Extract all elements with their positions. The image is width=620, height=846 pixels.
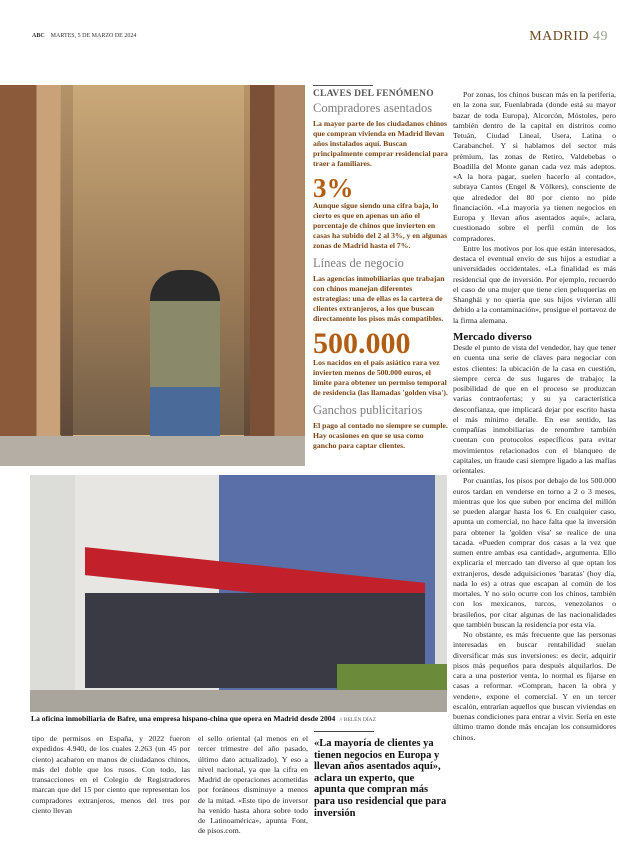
page-number: 49 xyxy=(593,29,608,44)
caption-text: La oficina inmobiliaria de Bafre, una empresa hispano-china que opera en Madrid desde 2004 xyxy=(31,714,336,723)
paragraph: No obstante, es más frecuente que las personas interesadas en buscar rentabilidad suelan diversificar más sus inversiones: es decir, adquirir pisos más pequeños para después alquilarlos. De cara a una posterior venta, lo normal es fijarse en casas a reformar. «Compran, hacen la obra y venden», expone el comercial. Y en un tercer escalón, entrarían aquellos que buscan viviendas en buenas condiciones para entrar a vivir. Sería en este último tramo donde más encajan los consumidores chinos. xyxy=(453,630,616,742)
photo-credit: // BELÉN DÍAZ xyxy=(339,717,377,723)
sidebar-kicker: CLAVES DEL FENÓMENO xyxy=(313,89,434,99)
sidebar-figure: 500.000 xyxy=(313,327,411,360)
sidebar-keys xyxy=(313,85,448,451)
section-name: MADRID xyxy=(529,29,589,44)
sidebar-text: Las agencias inmobiliarias que trabajan con chinos manejan diferentes estrategias: una de ellas es la cartera de clientes extranjeros, a los que buscan directamente los pisos más compatibles. xyxy=(313,274,445,323)
article-right-column xyxy=(453,90,616,743)
photo-bafre-office xyxy=(30,475,447,712)
street xyxy=(30,690,447,712)
photo-woman-leaving-office xyxy=(0,85,305,466)
paragraph: tipo de permisos en España, y 2022 fueron expedidos 4.940, de los cuales 2.263 (un 45 por ciento) acabaron en manos de ciudadanos chinos, más del doble que los rusos. Con todo, las transacciones en el Colegio de Registradores marcan que del 15 por ciento que representan los compradores extranjeros, menos del tres por ciento llevan xyxy=(32,734,190,815)
paragraph: Por cuantías, los pisos por debajo de los 500.000 euros tardan en venderse en torno a 2 o 3 meses, mientras que los que suben por encima del millón se pueden alargar hasta los 6. En cualquier caso, apunta un comercial, no hace falta que la inversión para obtener la 'golden visa' se realice de una tacada. «Pueden comprar dos casas a la vez que sumen entre ambas esa cantidad», argumenta. Ello explicaría el mercado tan diverso al que optan los extranjeros, desde adquisiciones 'baratas' (hoy día, nada lo es) a otras que escapan al común de los mortales. Y no solo ocurre con los chinos, también con los mexicanos, turcos, venezolanos o brasileños, por citar algunas de las nacionalidades que también buscan la residencia por esta vía. xyxy=(453,476,616,629)
paper-name: ABC xyxy=(32,33,45,39)
issue-date: MARTES, 5 DE MARZO DE 2024 xyxy=(50,33,137,39)
article-bottom-col2 xyxy=(198,734,308,837)
sidebar-heading: Ganchos publicitarios xyxy=(313,403,423,417)
pull-quote xyxy=(314,731,448,819)
sidebar-text: Los nacidos en el país asiático rara vez invierten menos de 500.000 euros, el límite para obtener un permiso temporal de residencia (las llamadas 'golden visa'). xyxy=(313,358,448,397)
paragraph: Por zonas, los chinos buscan más en la periferia, en la zona sur, Fuenlabrada (donde está su mayor bazar de toda Europa), Alcorcón, Móstoles, pero también dentro de la capital en distritos como Tetuán, Ciudad Lineal, Usera, Latina o Carabanchel. Y si hablamos del sector más prémium, las zonas de Retiro, Valdebebas o Boadilla del Monte ganan cada vez más adeptos. «A la hora pagar, suelen hacerlo al contado», subraya Cantos (Engel & Völkers), consciente de que alrededor del 80 por ciento no pide financiación. «La mayoría ya tienen negocios en Europa y llevan años asentados aquí», aclara, cuestionado sobre el perfil común de los compradores. xyxy=(453,90,616,243)
floor xyxy=(0,436,305,466)
page-header-right xyxy=(529,29,608,45)
paragraph: Desde el punto de vista del vendedor, hay que tener en cuenta una serie de claves para negociar con estos clientes: la ubicación de la casa en cuestión, siempre cerca de sus lugares de trabajo; la posibilidad de que en el proceso se produzcan varias contraofertas; y su ya característica desconfianza, que implicará dejar por escrito hasta el más mínimo detalle. En ese sentido, las compañías inmobiliarias de renombre también cuentan con protocolos específicos para evitar movimientos relacionados con el blanqueo de capitales, un fraude casi siempre ligado a las mafias orientales. xyxy=(453,343,616,475)
page-header-left xyxy=(32,33,136,39)
paragraph: el sello oriental (al menos en el tercer trimestre del año pasado, último dato actualizado). Y eso a nivel nacional, ya que la cifra en Madrid de operaciones acometidas por foráneos disminuye a menos de la mitad. «Este tipo de inversor ha venido hasta ahora sobre todo de Latinoamérica», apunta Font, de pisos.com. xyxy=(198,734,308,836)
sidebar-heading: Líneas de negocio xyxy=(313,256,404,270)
divider xyxy=(313,85,373,86)
pull-quote-text: «La mayoría de clientes ya tienen negocios en Europa y llevan años asentados aquí», aclara un experto, que apunta que compran más para uso residencial que para inversión xyxy=(314,738,447,819)
sidebar-figure: 3% xyxy=(313,173,354,203)
sidebar-text: La mayor parte de los ciudadanos chinos que compran vivienda en Madrid llevan años instalados aquí. Buscan principalmente comprar residencial para traer a familiares. xyxy=(313,119,448,168)
sidebar-heading: Compradores asentados xyxy=(313,101,433,115)
paragraph: Entre los motivos por los que están interesados, destaca el eventual envío de sus hijos a estudiar a universidades occidentales. «La finalidad es más residencial que de inversión. Por ejemplo, recuerdo el caso de una mujer que tiene cien peluquerías en Shanghái y no quería que sus hijos vivieran allí debido a la contaminación», prosigue el portavoz de la firma alemana. xyxy=(453,243,616,325)
subheading: Mercado diverso xyxy=(453,330,532,343)
article-bottom-col1 xyxy=(32,734,190,816)
divider xyxy=(314,731,374,732)
sidebar-text: El pago al contado no siempre se cumple. Hay ocasiones en que se usa como gancho para captar clientes. xyxy=(313,421,448,450)
photo-caption xyxy=(31,714,376,723)
sidebar-text: Aunque sigue siendo una cifra baja, lo cierto es que en apenas un año el porcentaje de chinos que invierten en casas ha subido del 2 al 3%, y en algunas zonas de Madrid hasta el 7%. xyxy=(313,201,448,250)
